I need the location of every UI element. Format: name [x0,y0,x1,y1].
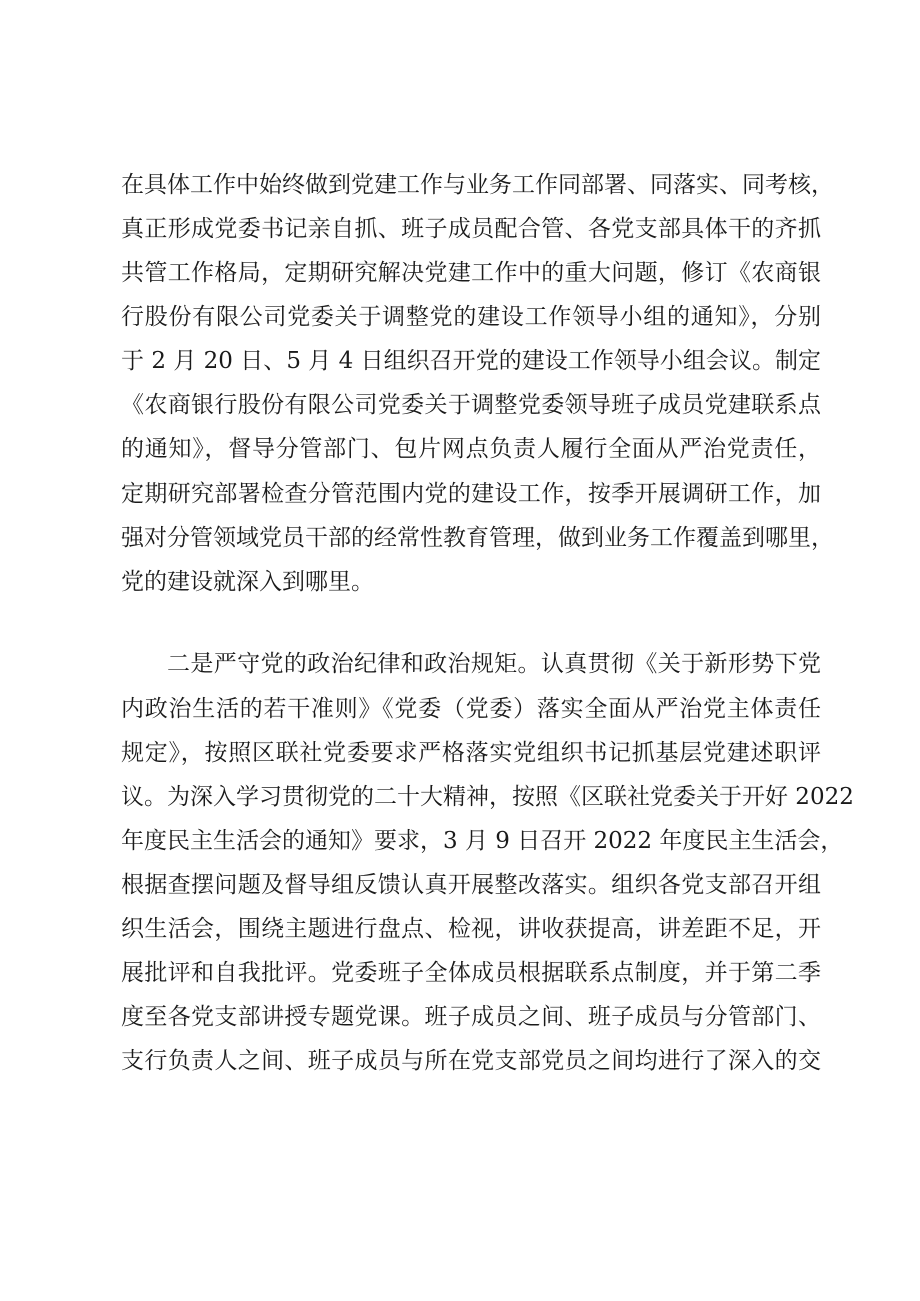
paragraph-1-line-1: 在具体工作中始终做到党建工作与业务工作同部署、同落实、同考核， [121,172,834,198]
paragraph-1-line-6: 《农商银行股份有限公司党委关于调整党委领导班子成员党建联系点 [121,392,821,418]
paragraph-2-line-6: 根据查摆问题及督导组反馈认真开展整改落实。组织各党支部召开组 [121,872,821,898]
paragraph-2-line-7: 织生活会，围绕主题进行盘点、检视，讲收获提高，讲差距不足，开 [121,916,821,942]
paragraph-2-line-1: 二是严守党的政治纪律和政治规矩。认真贯彻《关于新形势下党 [167,651,821,677]
paragraph-1-line-9: 强对分管领域党员干部的经常性教育管理，做到业务工作覆盖到哪里， [121,525,834,551]
paragraph-2-line-3: 规定》，按照区联社党委要求严格落实党组织书记抓基层党建述职评 [121,740,821,766]
paragraph-1-line-2: 真正形成党委书记亲自抓、班子成员配合管、各党支部具体干的齐抓 [121,216,821,242]
paragraph-1-line-3: 共管工作格局，定期研究解决党建工作中的重大问题，修订《农商银 [121,260,821,286]
paragraph-2-line-5: 年度民主生活会的通知》要求，3 月 9 日召开 2022 年度民主生活会， [121,828,844,854]
paragraph-2-line-9: 度至各党支部讲授专题党课。班子成员之间、班子成员与分管部门、 [121,1004,821,1030]
paragraph-2-line-8: 展批评和自我批评。党委班子全体成员根据联系点制度，并于第二季 [121,960,821,986]
paragraph-1-line-4: 行股份有限公司党委关于调整党的建设工作领导小组的通知》，分别 [121,304,821,330]
paragraph-2-line-2: 内政治生活的若干准则》《党委（党委）落实全面从严治党主体责任 [121,696,821,722]
paragraph-1-line-8: 定期研究部署检查分管范围内党的建设工作，按季开展调研工作，加 [121,481,821,507]
paragraph-1-line-7: 的通知》，督导分管部门、包片网点负责人履行全面从严治党责任， [121,436,821,462]
paragraph-1-line-5: 于 2 月 20 日、5 月 4 日组织召开党的建设工作领导小组会议。制定 [121,348,821,374]
paragraph-1-line-10: 党的建设就深入到哪里。 [121,569,374,595]
paragraph-2-line-10: 支行负责人之间、班子成员与所在党支部党员之间均进行了深入的交 [121,1048,821,1074]
paragraph-2-line-4: 议。为深入学习贯彻党的二十大精神，按照《区联社党委关于开好 2022 [121,784,854,810]
